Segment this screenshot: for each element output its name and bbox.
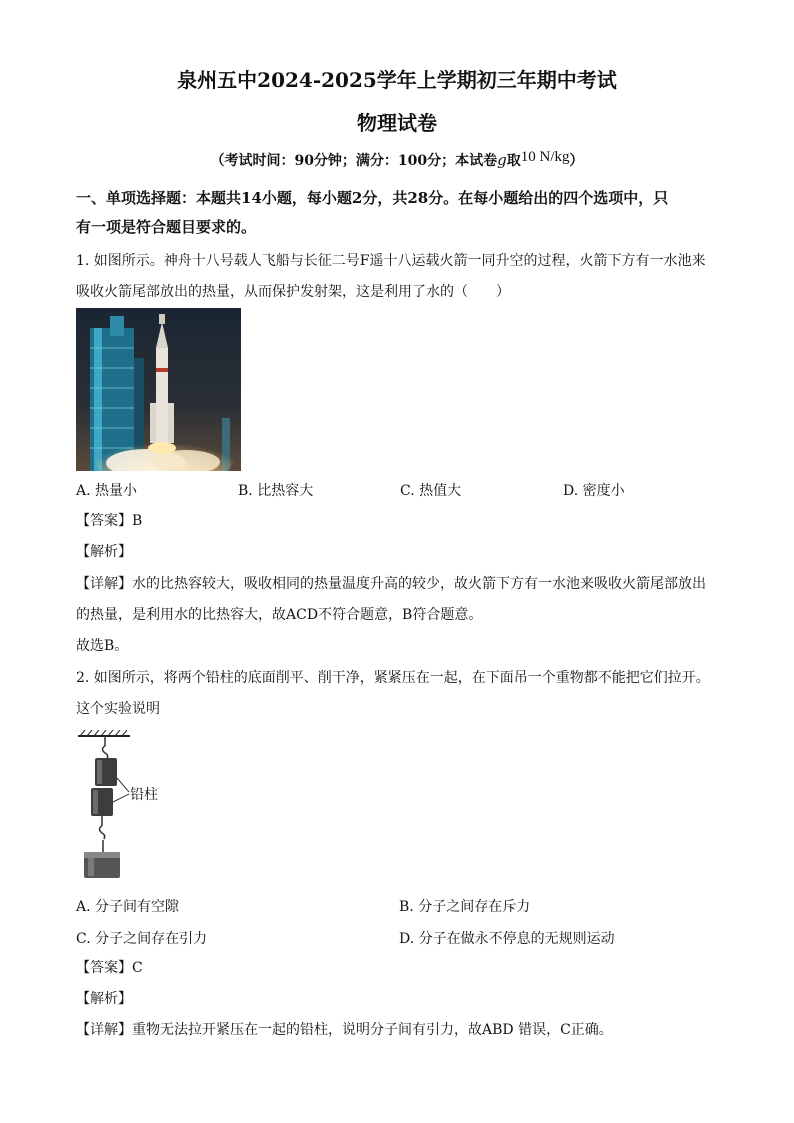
section-heading-line1: 一、单项选择题：本题共14小题，每小题2分，共28分。在每小题给出的四个选项中，只 [76,189,669,207]
lead-cylinder-figure [72,730,182,885]
q1-detail-line2: 的热量，是利用水的比热容大，故ACD不符合题意，B符合题意。 [76,607,483,623]
q1-stem-line2: 吸收火箭尾部放出的热量，从而保护发射架，这是利用了水的（ ） [76,284,510,300]
q1-detail-line1: 【详解】水的比热容较大，吸收相同的热量温度升高的较少，故火箭下方有一水池来吸收火箭尾部放出 [76,576,706,592]
rocket-launch-illustration [76,308,241,471]
note-prefix: （考试时间：90分钟；满分：100分；本试卷 [210,153,498,169]
q2-analysis-label: 【解析】 [76,991,132,1007]
q1-option-a: A. 热量小 [76,483,138,499]
rocket-launch-photo [76,308,241,471]
q1-option-d: D. 密度小 [563,483,625,499]
q1-answer: 【答案】B [76,513,143,529]
lead-cylinder-label: 铅柱 [130,787,158,803]
q2-option-c: C. 分子之间存在引力 [76,931,208,947]
q1-option-c: C. 热值大 [400,483,462,499]
q2-option-b: B. 分子之间存在斥力 [399,899,531,915]
exam-note [0,150,794,170]
q2-stem-line2: 这个实验说明 [76,701,160,717]
q2-option-d: D. 分子在做永不停息的无规则运动 [399,931,615,947]
q1-analysis-label: 【解析】 [76,544,132,560]
q2-answer: 【答案】C [76,960,143,976]
q1-option-b: B. 比热容大 [238,483,314,499]
lead-cylinder-diagram [72,730,182,885]
section-heading-line2: 有一项是符合题目要求的。 [76,218,257,236]
q2-stem-line1: 2. 如图所示，将两个铅柱的底面削平、削干净，紧紧压在一起，在下面吊一个重物都不能把它们拉开。 [76,670,710,686]
exam-subtitle: 物理试卷 [357,111,437,135]
note-mid: 取 [506,153,521,169]
q2-option-a: A. 分子间有空隙 [76,899,180,915]
q1-stem-line1: 1. 如图所示。神舟十八号载人飞船与长征二号F遥十八运载火箭一同升空的过程，火箭下方有一水池来 [76,253,706,269]
q2-detail-line1: 【详解】重物无法拉开紧压在一起的铅柱，说明分子间有引力，故ABD 错误，C正确。 [76,1022,613,1038]
note-unit: 10 N/kg [520,149,570,165]
q1-conclusion: 故选B。 [76,638,129,654]
exam-title: 泉州五中2024-2025学年上学期初三年期中考试 [177,68,617,92]
note-suffix: ） [569,153,584,169]
note-g-symbol: g [497,151,507,169]
